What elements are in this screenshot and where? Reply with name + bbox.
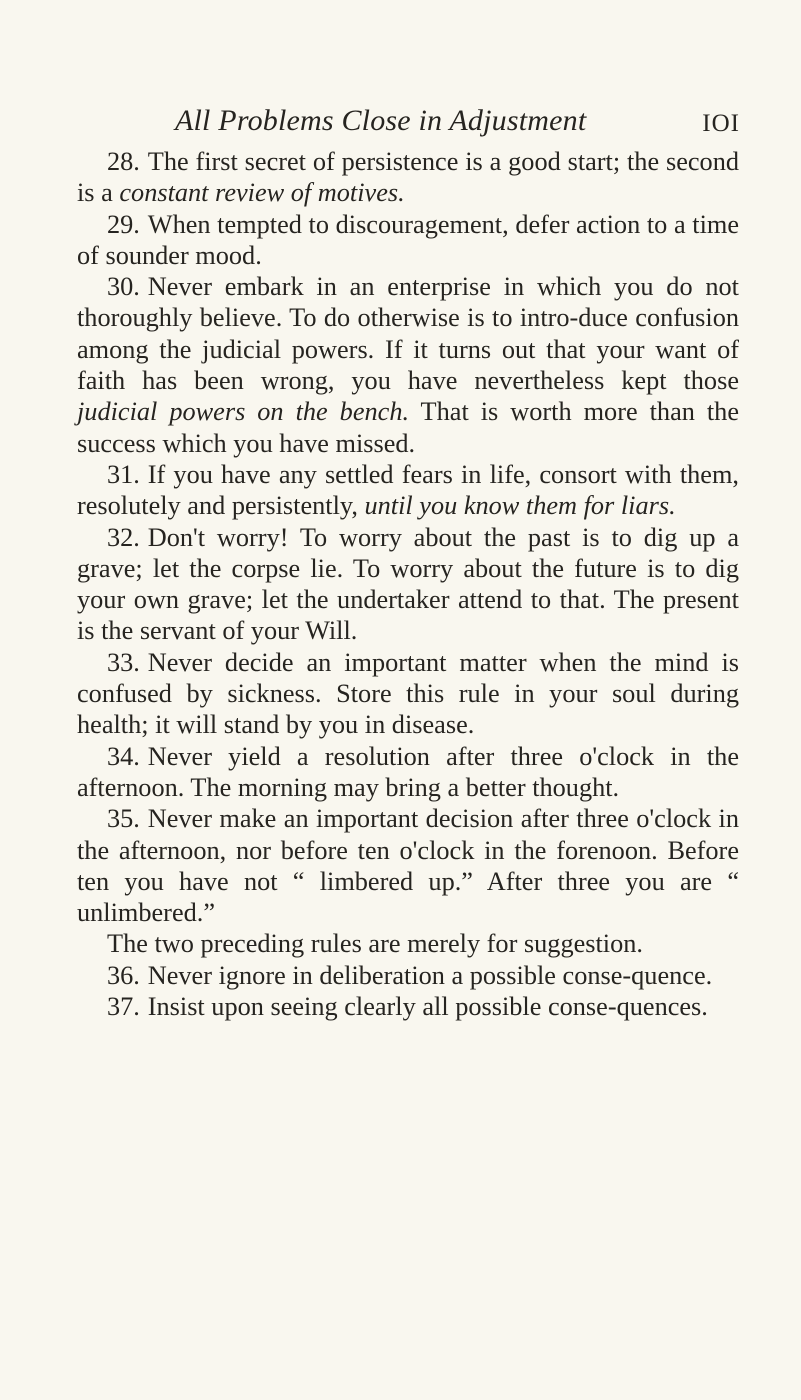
paragraph-number: 32. xyxy=(107,522,140,552)
paragraph-32 xyxy=(77,522,739,647)
paragraph-36 xyxy=(77,960,739,991)
paragraph-emphasis: constant review of motives. xyxy=(119,178,405,208)
paragraph-30 xyxy=(77,271,739,459)
paragraph-37 xyxy=(77,991,739,1022)
paragraph-35 xyxy=(77,803,739,928)
paragraph-text: Never yield a resolution after three o'clock in the afternoon. The morning may bring a better thought. xyxy=(77,741,739,802)
paragraph-text: Never embark in an enterprise in which you do not thoroughly believe. To do otherwise is to intro-duce confusion among the judicial powers. If it turns out that your want of faith has been wrong, you have nevertheless kept those xyxy=(77,272,739,396)
page-number: IOI xyxy=(702,110,740,137)
paragraph-text: Don't worry! To worry about the past is to dig up a grave; let the corpse lie. To worry about the future is to dig your own grave; let the undertaker attend to that. The present is the servant of your Will. xyxy=(77,522,739,646)
page-header xyxy=(175,104,740,144)
paragraph-number: 34. xyxy=(107,741,140,771)
paragraph-text: Never decide an important matter when the mind is confused by sickness. Store this rule in your soul during health; it will stand by you in disease. xyxy=(77,647,739,740)
paragraph-28 xyxy=(77,146,739,209)
paragraph-number: 31. xyxy=(107,459,140,489)
paragraph-number: 30. xyxy=(107,272,140,302)
paragraph-number: 37. xyxy=(107,992,140,1022)
paragraph-29 xyxy=(77,209,739,272)
paragraph-text: The first secret of persistence is a good start; the second is a xyxy=(77,147,739,208)
paragraph-number: 35. xyxy=(107,804,140,834)
paragraph-text: Never make an important decision after three o'clock in the afternoon, nor before ten o'clock in the forenoon. Before ten you have not “ limbered up.” After three you are “ unlimbered.” xyxy=(77,804,739,928)
paragraph-text: When tempted to discouragement, defer action to a time of sounder mood. xyxy=(77,209,739,270)
paragraph-emphasis: judicial powers on the bench. xyxy=(77,397,410,427)
paragraph-number: 36. xyxy=(107,960,140,990)
paragraph-number: 29. xyxy=(107,209,140,239)
paragraph-text-continued: That is worth more than the success which you have missed. xyxy=(77,397,739,458)
paragraph-33 xyxy=(77,647,739,741)
paragraph-text: Insist upon seeing clearly all possible conse-quences. xyxy=(147,992,708,1022)
body-text xyxy=(77,146,739,1022)
paragraph-31 xyxy=(77,459,739,522)
paragraph-text: If you have any settled fears in life, consort with them, resolutely and persistently, xyxy=(77,459,739,521)
paragraph-number: 28. xyxy=(107,147,140,176)
paragraph-emphasis: until you know them for liars. xyxy=(364,491,676,521)
paragraph-text: The two preceding rules are merely for suggestion. xyxy=(107,929,643,959)
paragraph-note xyxy=(77,928,739,959)
paragraph-34 xyxy=(77,741,739,804)
paragraph-text: Never ignore in deliberation a possible conse-quence. xyxy=(147,960,713,990)
paragraph-number: 33. xyxy=(107,647,140,677)
running-title: All Problems Close in Adjustment xyxy=(175,104,587,137)
